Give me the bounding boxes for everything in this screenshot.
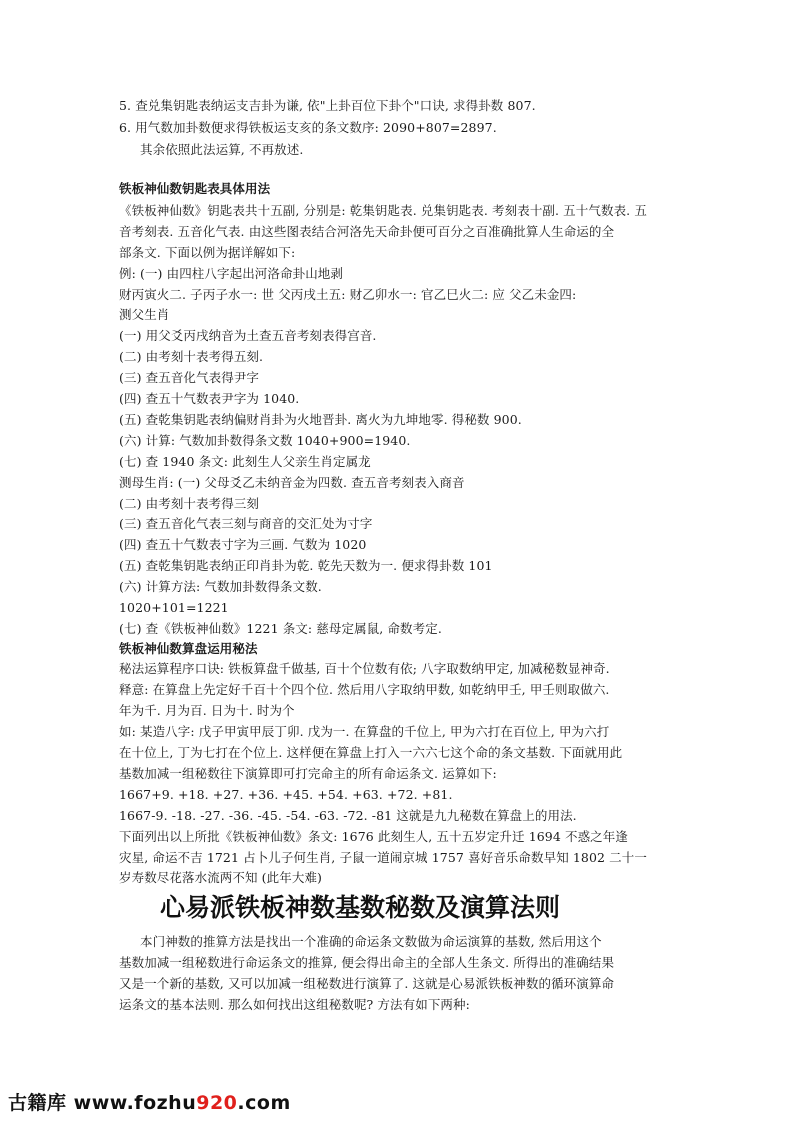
- text-line: 基数加减一组秘数进行命运条文的推算, 便会得出命主的全部人生条文. 所得出的准确结果: [119, 955, 615, 970]
- text-line: 其余依照此法运算, 不再敖述.: [140, 142, 304, 157]
- text-line: 音考刻表. 五音化气表. 由这些图表结合河洛先天命卦便可百分之百准确批算人生命运的全: [119, 224, 615, 239]
- text-line: (四) 查五十气数表尹字为 1040.: [119, 391, 300, 406]
- text-line: 本门神数的推算方法是找出一个准确的命运条文数做为命运演算的基数, 然后用这个: [140, 934, 602, 949]
- text-line: (三) 查五音化气表三刻与商音的交汇处为寸字: [119, 516, 373, 531]
- text-line: 下面列出以上所批《铁板神仙数》条文: 1676 此刻生人, 五十五岁定升迁 1694 不惑之年逢: [119, 829, 628, 844]
- text-line: (二) 由考刻十表考得三刻: [119, 496, 260, 511]
- text-line: 释意: 在算盘上先定好千百十个四个位. 然后用八字取纳甲数, 如乾纳甲壬, 甲壬则取做六.: [119, 682, 610, 697]
- text-line: 部条文. 下面以例为据详解如下:: [119, 245, 296, 260]
- chapter-heading: 心易派铁板神数基数秘数及演算法则: [160, 893, 561, 922]
- text-line: (二) 由考刻十表考得五刻.: [119, 349, 264, 364]
- watermark-url-number: 920: [196, 1092, 238, 1114]
- text-line: 基数加减一组秘数往下演算即可打完命主的所有命运条文. 运算如下:: [119, 766, 497, 781]
- text-line: (六) 计算: 气数加卦数得条文数 1040+900=1940.: [119, 433, 411, 448]
- text-line: 财丙寅火二. 子丙子水一: 世 父丙戌土五: 财乙卯水一: 官乙巳火二: 应 父乙未金四:: [119, 287, 577, 302]
- text-line: 岁寿数尽花落水流两不知 (此年大难): [119, 870, 323, 885]
- text-line: (一) 用父爻丙戌纳音为土查五音考刻表得宫音.: [119, 328, 377, 343]
- text-line: 测父生肖: [119, 307, 170, 322]
- text-line: (六) 计算方法: 气数加卦数得条文数.: [119, 579, 322, 594]
- text-line: 灾星, 命运不吉 1721 占卜儿子何生肖, 子鼠一道闹京城 1757 喜好音乐命数早知 1802 二十一: [119, 850, 647, 865]
- text-line: 又是一个新的基数, 又可以加减一组秘数进行演算了. 这就是心易派铁板神数的循环演算命: [119, 976, 615, 991]
- text-line: 1667+9. +18. +27. +36. +45. +54. +63. +72. +81.: [119, 787, 453, 802]
- section-heading: 铁板神仙数钥匙表具体用法: [119, 181, 271, 196]
- watermark-url-suffix: .com: [237, 1092, 291, 1114]
- text-line: 如: 某造八字: 戊子甲寅甲辰丁卯. 戊为一. 在算盘的千位上, 甲为六打在百位上, 甲为六打: [119, 724, 610, 739]
- text-line: 测母生肖: (一) 父母爻乙未纳音金为四数. 查五音考刻表入商音: [119, 475, 465, 490]
- text-line: 在十位上, 丁为七打在个位上. 这样便在算盘上打入一六六七这个命的条文基数. 下面就用此: [119, 745, 623, 760]
- text-line: 6. 用气数加卦数便求得铁板运支亥的条文数序: 2090+807=2897.: [119, 120, 497, 135]
- text-line: (七) 查 1940 条文: 此刻生人父亲生肖定属龙: [119, 454, 371, 469]
- text-line: 运条文的基本法则. 那么如何找出这组秘数呢? 方法有如下两种:: [119, 997, 470, 1012]
- text-line: (七) 查《铁板神仙数》1221 条文: 慈母定属鼠, 命数考定.: [119, 621, 442, 636]
- text-line: 1020+101=1221: [119, 600, 229, 615]
- text-line: 《铁板神仙数》钥匙表共十五副, 分别是: 乾集钥匙表. 兑集钥匙表. 考刻表十副. 五十气数表. 五: [119, 203, 647, 218]
- text-line: (四) 查五十气数表寸字为三画. 气数为 1020: [119, 537, 367, 552]
- text-line: 1667-9. -18. -27. -36. -45. -54. -63. -72. -81 这就是九九秘数在算盘上的用法.: [119, 808, 577, 823]
- text-line: (五) 查乾集钥匙表纳偏财肖卦为火地晋卦. 离火为九坤地零. 得秘数 900.: [119, 412, 522, 427]
- section-heading: 铁板神仙数算盘运用秘法: [119, 641, 258, 656]
- watermark-site-name: 古籍库: [8, 1092, 67, 1114]
- text-line: 秘法运算程序口诀: 铁板算盘千做基, 百十个位数有依; 八字取数纳甲定, 加减秘数显神奇.: [119, 661, 610, 676]
- text-line: (三) 查五音化气表得尹字: [119, 370, 260, 385]
- text-line: 年为千. 月为百. 日为十. 时为个: [119, 703, 295, 718]
- text-line: 例: (一) 由四柱八字起出河洛命卦山地剥: [119, 266, 344, 281]
- text-line: (五) 查乾集钥匙表纳正印肖卦为乾. 乾先天数为一. 便求得卦数 101: [119, 558, 493, 573]
- watermark-url-prefix: www.fozhu: [73, 1092, 197, 1114]
- text-line: 5. 查兑集钥匙表纳运支吉卦为谦, 依"上卦百位下卦个"口诀, 求得卦数 807.: [119, 98, 536, 113]
- site-watermark: [8, 1088, 291, 1115]
